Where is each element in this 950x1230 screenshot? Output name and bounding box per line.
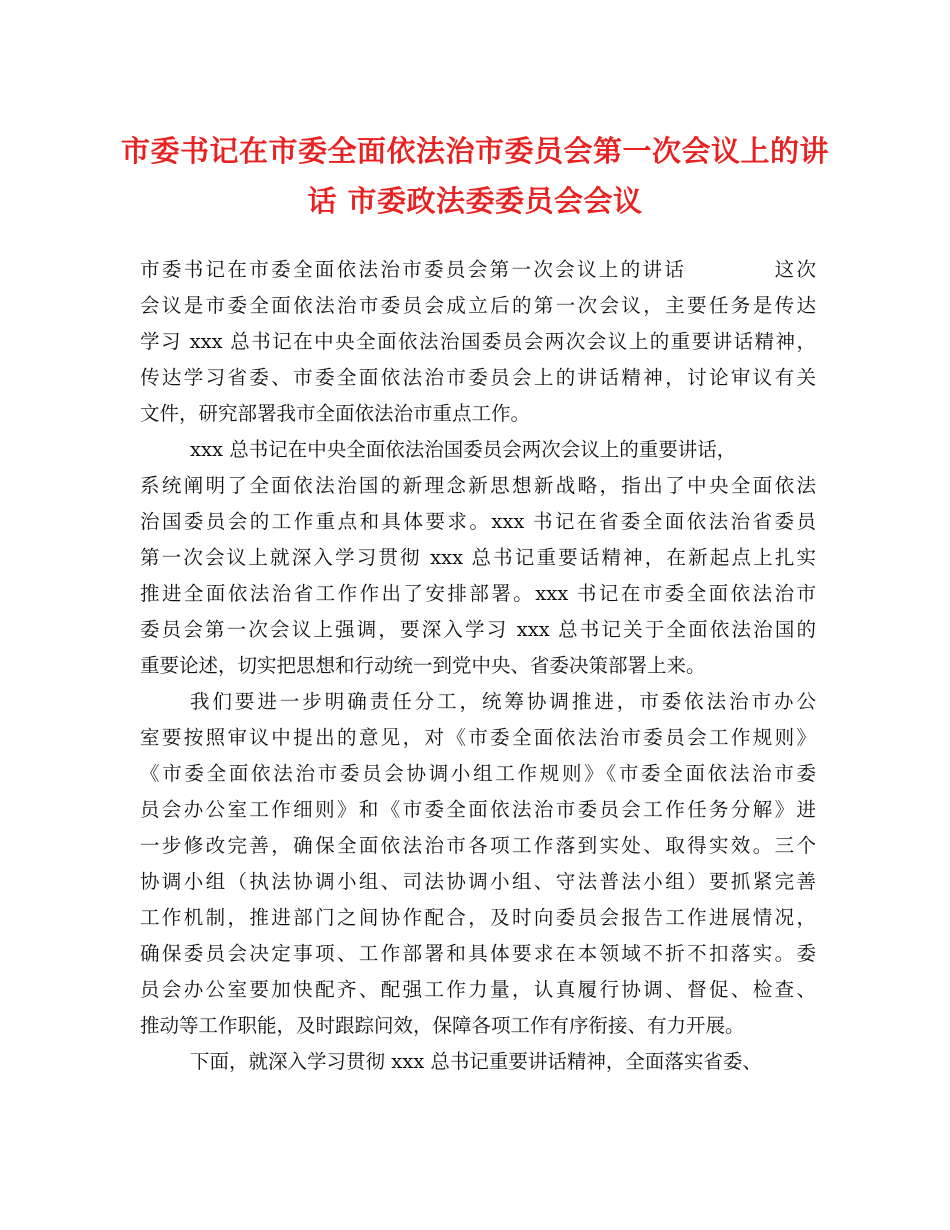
text-line [140, 252, 816, 288]
text-line: 一步修改完善，确保全面依法治市各项工作落到实处、取得实效。三个 [140, 834, 816, 857]
text-line: 系统阐明了全面依法治国的新理念新思想新战略，指出了中央全面依法 [140, 474, 816, 497]
text-line: 我们要进一步明确责任分工，统筹协调推进，市委依法治市办公 [190, 690, 816, 713]
text-line: 员会办公室要加快配齐、配强工作力量，认真履行协调、督促、检查、 [140, 978, 816, 1001]
document-title [120, 126, 830, 226]
text-line: 确保委员会决定事项、工作部署和具体要求在本领域不折不扣落实。委 [140, 942, 816, 965]
paragraph-2 [140, 432, 816, 684]
text-line: 重要论述，切实把思想和行动统一到党中央、省委决策部署上来。 [140, 654, 706, 677]
text-line: 推进全面依法治省工作作出了安排部署。xxx 书记在市委全面依法治市 [140, 582, 816, 605]
title-line-1: 市委书记在市委全面依法治市委员会第一次会议上的讲 [120, 134, 829, 168]
text-line: 室要按照审议中提出的意见，对《市委全面依法治市委员会工作规则》 [140, 726, 816, 749]
text-line: 推动等工作职能，及时跟踪问效，保障各项工作有序衔接、有力开展。 [140, 1014, 745, 1037]
text-fragment: 这次 [772, 258, 816, 281]
paragraph-3 [140, 684, 816, 1044]
text-line: 下面，就深入学习贯彻 xxx 总书记重要讲话精神，全面落实省委、 [190, 1050, 762, 1073]
text-line: 《市委全面依法治市委员会协调小组工作规则》《市委全面依法治市委 [140, 762, 816, 785]
text-line: 委员会第一次会议上强调，要深入学习 xxx 总书记关于全面依法治国的 [140, 618, 816, 641]
text-line: 第一次会议上就深入学习贯彻 xxx 总书记重要话精神，在新起点上扎实 [140, 546, 816, 569]
paragraph-4 [140, 1044, 816, 1080]
text-line: 治国委员会的工作重点和具体要求。xxx 书记在省委全面依法治省委员 [140, 510, 816, 533]
paragraph-1 [140, 252, 816, 432]
text-line: 传达学习省委、市委全面依法治市委员会上的讲话精神，讨论审议有关 [140, 366, 816, 389]
text-line: 学习 xxx 总书记在中央全面依法治国委员会两次会议上的重要讲话精神， [140, 330, 816, 353]
text-line: 会议是市委全面依法治市委员会成立后的第一次会议，主要任务是传达 [140, 294, 816, 317]
title-line-2: 话 市委政法委委员会会议 [307, 184, 643, 218]
text-line: 员会办公室工作细则》和《市委全面依法治市委员会工作任务分解》进 [140, 798, 816, 821]
text-line: 工作机制，推进部门之间协作配合，及时向委员会报告工作进展情况， [140, 906, 816, 929]
text-line: 文件，研究部署我市全面依法治市重点工作。 [140, 402, 531, 425]
text-line: xxx 总书记在中央全面依法治国委员会两次会议上的重要讲话， [190, 438, 737, 461]
document-body [140, 252, 816, 1080]
text-fragment: 市委书记在市委全面依法治市委员会第一次会议上的讲话 [140, 258, 687, 281]
text-line: 协调小组（执法协调小组、司法协调小组、守法普法小组）要抓紧完善 [140, 870, 816, 893]
